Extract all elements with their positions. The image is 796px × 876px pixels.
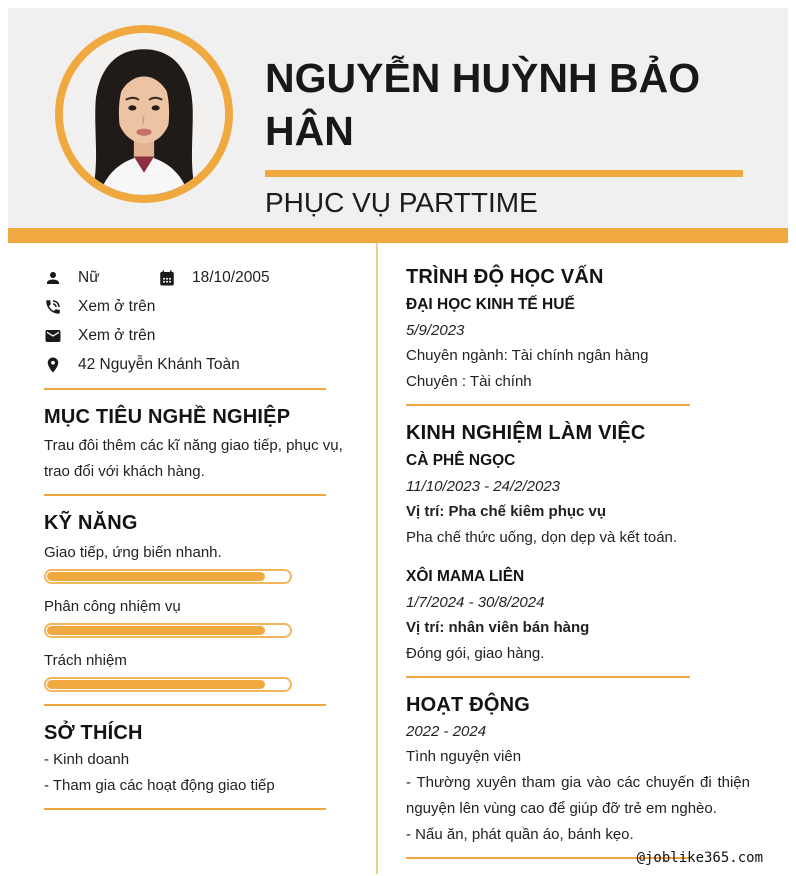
person-name: NGUYỄN HUỲNH BẢO HÂN	[265, 55, 701, 154]
job-description: Pha chế thức uống, dọn dẹp và kết toán.	[406, 529, 678, 546]
section-divider	[44, 704, 326, 706]
skill-bar	[44, 677, 292, 692]
phone-value: Xem ở trên	[78, 297, 156, 315]
job-period: 11/10/2023 - 24/2/2023	[406, 478, 561, 495]
hobby-item: - Tham gia các hoạt động giao tiếp	[44, 777, 275, 794]
profile-photo	[55, 25, 233, 203]
contact-row-email	[44, 321, 364, 350]
section-skills	[44, 511, 364, 692]
portrait-illustration	[63, 33, 225, 195]
hobbies-heading: SỞ THÍCH	[44, 722, 143, 744]
dob-item	[158, 269, 270, 287]
job-entry	[406, 449, 750, 551]
cv-header	[8, 8, 788, 228]
skill-item	[44, 649, 364, 692]
section-hobbies	[44, 721, 364, 799]
job-period: 1/7/2024 - 30/8/2024	[406, 594, 545, 611]
skill-item	[44, 541, 364, 584]
contact-row-gender-dob	[44, 263, 364, 292]
section-divider	[44, 494, 326, 496]
activities-period: 2022 - 2024	[406, 723, 487, 740]
skill-bar-fill	[47, 626, 265, 635]
objective-text: Trau đôi thêm các kĩ năng giao tiếp, phục vụ, trao đổi với khách hàng.	[44, 437, 343, 480]
name-underline	[265, 170, 743, 177]
skill-bar	[44, 569, 292, 584]
gender-item	[44, 269, 158, 287]
section-divider	[44, 808, 326, 810]
job-position: Vị trí: Pha chế kiêm phục vụ	[406, 503, 607, 520]
phone-icon	[44, 298, 62, 316]
email-value: Xem ở trên	[78, 326, 156, 344]
skill-label: Trách nhiệm	[44, 652, 127, 669]
section-objective	[44, 405, 364, 485]
contact-row-address	[44, 350, 364, 379]
education-date: 5/9/2023	[406, 322, 465, 339]
section-divider	[406, 404, 690, 406]
section-divider	[44, 388, 326, 390]
skill-label: Giao tiếp, ứng biến nhanh.	[44, 544, 222, 561]
section-activities	[406, 693, 750, 848]
skill-bar-fill	[47, 680, 265, 689]
activities-role: Tình nguyện viên	[406, 748, 522, 765]
objective-heading: MỤC TIÊU NGHỀ NGHIỆP	[44, 406, 291, 428]
mail-icon	[44, 327, 62, 345]
left-column	[8, 243, 376, 874]
job-title: PHỤC VỤ PARTTIME	[265, 187, 538, 218]
skill-bar-fill	[47, 572, 265, 581]
header-text	[265, 8, 743, 228]
activities-heading: HOẠT ĐỘNG	[406, 694, 531, 716]
section-education	[406, 265, 750, 395]
school-name: ĐẠI HỌC KINH TẾ HUẾ	[406, 296, 575, 313]
right-column	[378, 243, 788, 874]
calendar-icon	[158, 269, 176, 287]
address-value: 42 Nguyễn Khánh Toàn	[78, 355, 240, 373]
header-accent-bar	[8, 228, 788, 243]
skill-bar	[44, 623, 292, 638]
section-divider	[406, 676, 690, 678]
skill-item	[44, 595, 364, 638]
activities-line: - Nấu ăn, phát quần áo, bánh kẹo.	[406, 826, 634, 843]
content-columns	[8, 243, 788, 874]
section-experience	[406, 421, 750, 667]
job-position: Vị trí: nhân viên bán hàng	[406, 619, 590, 636]
person-icon	[44, 269, 62, 287]
skills-heading: KỸ NĂNG	[44, 512, 138, 534]
watermark: @joblike365.com	[636, 850, 763, 866]
location-icon	[44, 356, 62, 374]
job-entry	[406, 565, 750, 667]
contact-block	[44, 263, 364, 379]
education-line: Chuyên : Tài chính	[406, 373, 532, 390]
dob-value: 18/10/2005	[192, 268, 270, 286]
gender-value: Nữ	[78, 268, 100, 286]
skill-label: Phân công nhiệm vụ	[44, 598, 181, 615]
job-description: Đóng gói, giao hàng.	[406, 645, 545, 662]
contact-row-phone	[44, 292, 364, 321]
education-heading: TRÌNH ĐỘ HỌC VẤN	[406, 266, 604, 288]
company-name: CÀ PHÊ NGỌC	[406, 452, 516, 469]
experience-heading: KINH NGHIỆM LÀM VIỆC	[406, 422, 646, 444]
education-line: Chuyên ngành: Tài chính ngân hàng	[406, 347, 649, 364]
hobby-item: - Kinh doanh	[44, 751, 130, 768]
activities-line: - Thường xuyên tham gia vào các chuyến đi thiện nguyện lên vùng cao để giúp đỡ trẻ em nghèo.	[406, 774, 750, 817]
company-name: XÔI MAMA LIÊN	[406, 568, 525, 585]
